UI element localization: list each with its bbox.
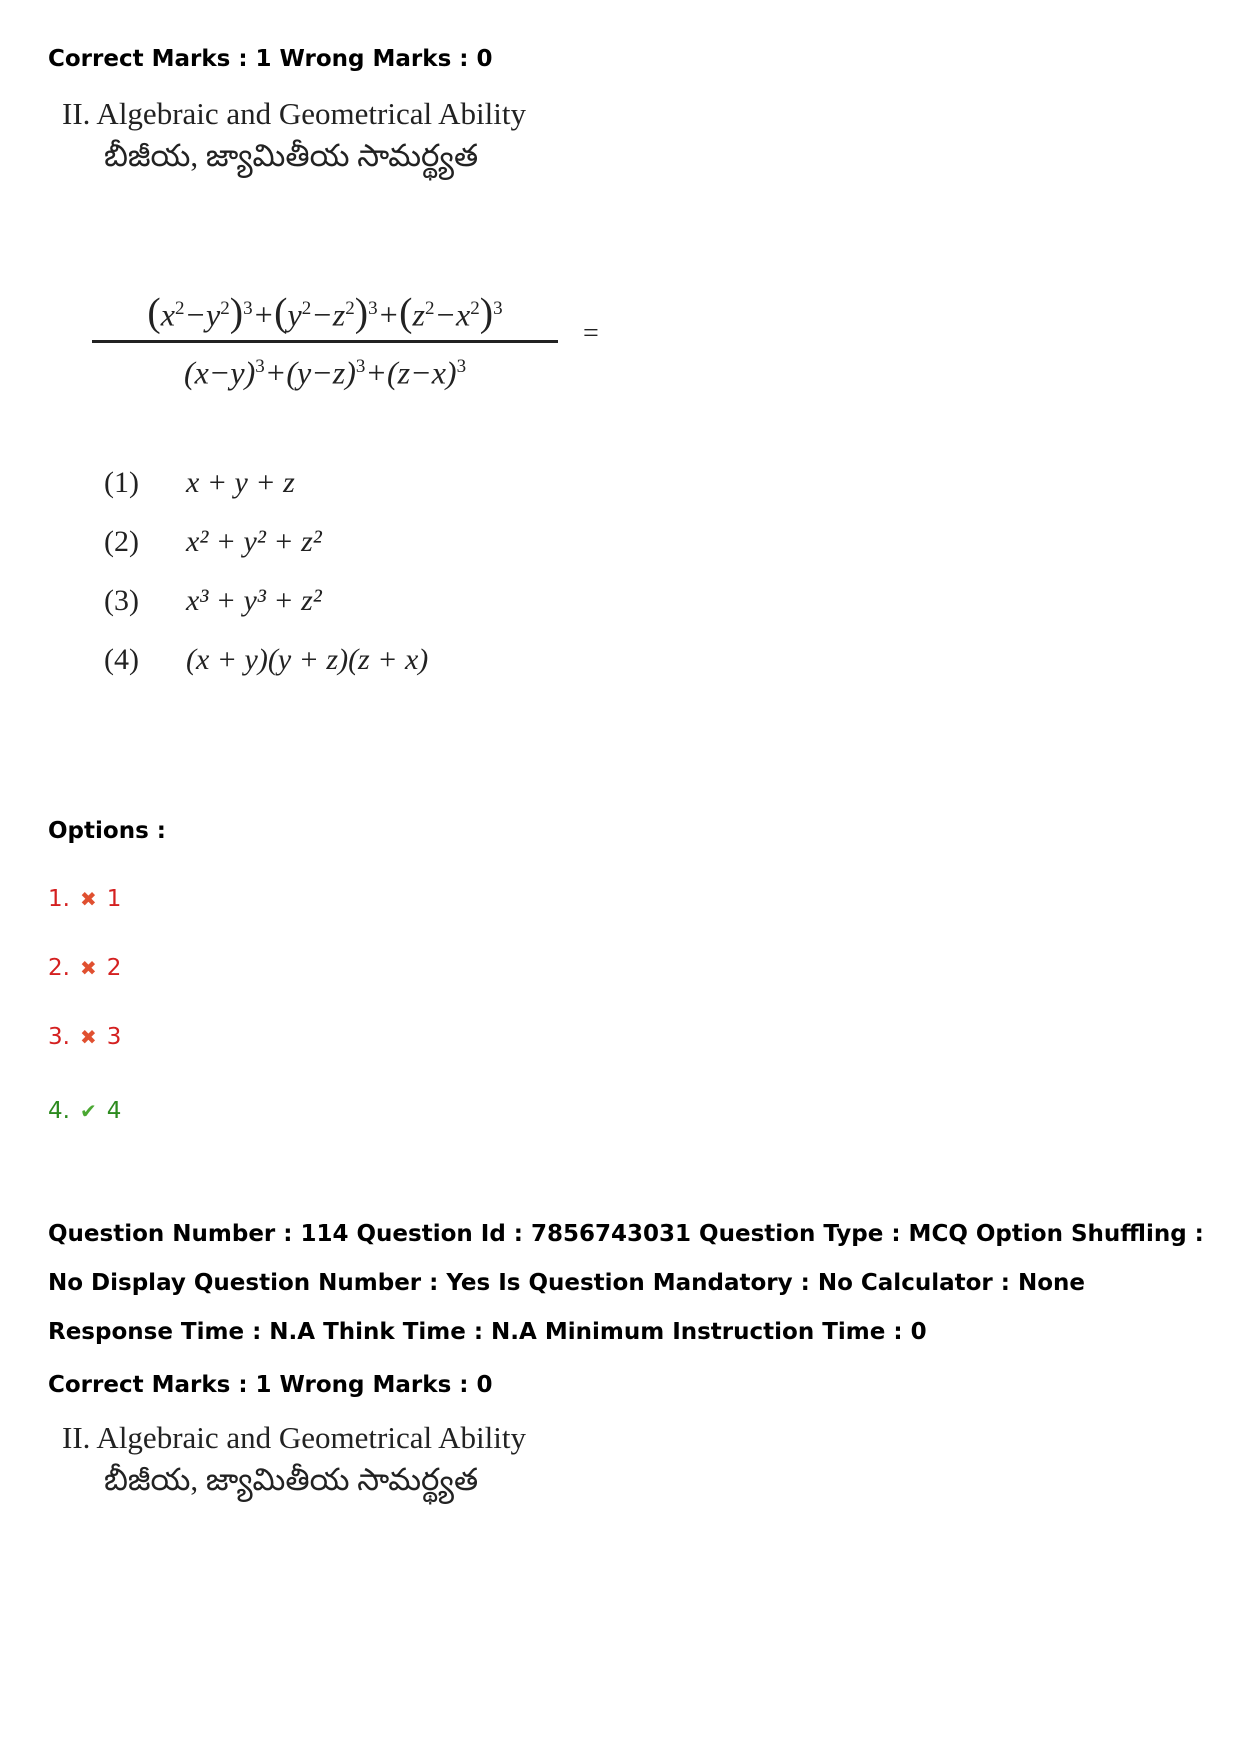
choice-2 <box>104 525 322 559</box>
option-number: 3. <box>48 1024 70 1050</box>
question-expression <box>92 282 558 393</box>
choice-number: (2) <box>104 525 139 558</box>
choice-expression: x + y + z <box>186 466 295 499</box>
section-title-telugu: బీజీయ, జ్యామితీయ సామర్థ్యత <box>104 138 479 173</box>
option-4 <box>48 1098 121 1124</box>
cross-icon: ✖ <box>79 887 97 911</box>
correct-marks-line-2: Correct Marks : 1 Wrong Marks : 0 <box>48 1372 493 1398</box>
check-icon: ✔ <box>79 1099 97 1123</box>
choice-expression: x³ + y³ + z² <box>186 584 322 617</box>
option-number: 4. <box>48 1098 70 1124</box>
option-3 <box>48 1024 121 1050</box>
equals-sign: = <box>583 318 599 349</box>
option-value: 3 <box>106 1024 122 1050</box>
option-number: 2. <box>48 955 70 981</box>
choice-expression: (x + y)(y + z)(z + x) <box>186 643 429 676</box>
choice-1 <box>104 466 295 500</box>
cross-icon: ✖ <box>79 956 97 980</box>
section-title-telugu-2: బీజీయ, జ్యామితీయ సామర్థ్యత <box>104 1462 479 1497</box>
option-number: 1. <box>48 886 70 912</box>
option-1 <box>48 886 121 912</box>
choice-expression: x² + y² + z² <box>186 525 322 558</box>
question-meta: Question Number : 114 Question Id : 7856743031 Question Type : MCQ Option Shuffling : No Display Question Number : Yes Is Question Mandatory : No Calculator : None Response Time : N.A Think Time : N.A Minimum Instruction Time : 0 <box>48 1221 1204 1345</box>
options-label: Options : <box>48 818 166 844</box>
fraction-numerator: $(x^2-y^2)^3+(y^2-z^2)^3+(z^2-x^2)^3$ <box>147 289 503 335</box>
section-title: II. Algebraic and Geometrical Ability <box>62 96 526 131</box>
choice-number: (4) <box>104 643 139 676</box>
cross-icon: ✖ <box>79 1025 97 1049</box>
option-value: 4 <box>106 1098 122 1124</box>
choice-4 <box>104 643 428 677</box>
choice-number: (3) <box>104 584 139 617</box>
section-title-2: II. Algebraic and Geometrical Ability <box>62 1420 526 1455</box>
option-value: 1 <box>106 886 122 912</box>
option-value: 2 <box>106 955 122 981</box>
option-2 <box>48 955 121 981</box>
fraction-denominator: $(x-y)^3+(y-z)^3+(z-x)^3$ <box>183 354 467 391</box>
choice-number: (1) <box>104 466 139 499</box>
fraction-bar <box>92 340 558 343</box>
correct-marks-line: Correct Marks : 1 Wrong Marks : 0 <box>48 46 493 72</box>
choice-3 <box>104 584 322 618</box>
